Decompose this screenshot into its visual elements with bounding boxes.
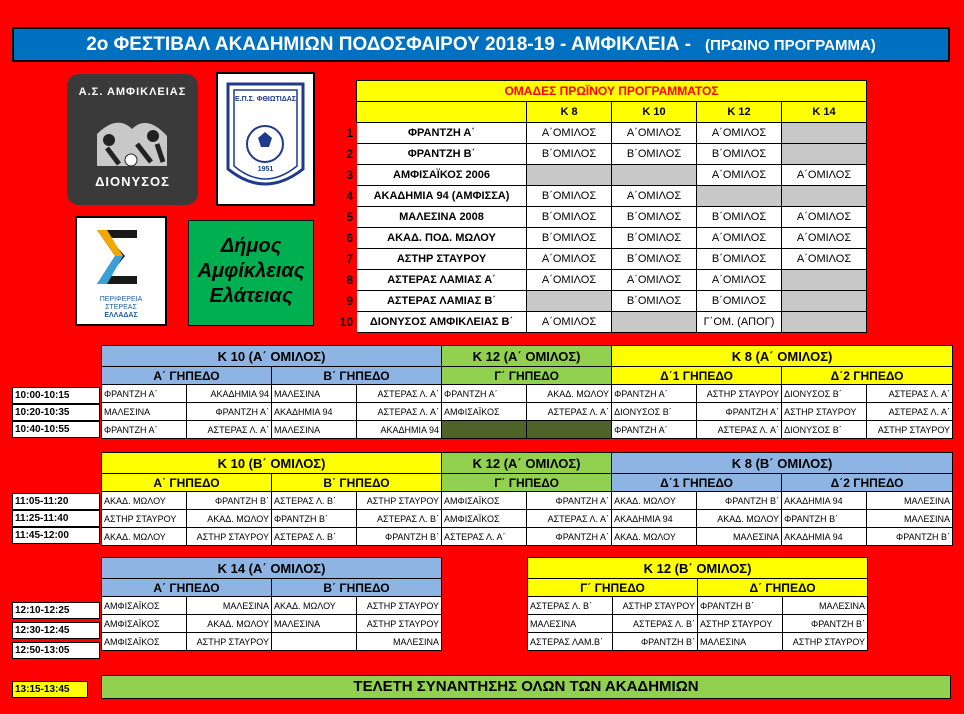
region-logo (75, 216, 167, 326)
column-header: Κ 10 (612, 102, 697, 123)
teams-table-title: ΟΜΑΔΕΣ ΠΡΩΪΝΟΥ ΠΡΟΓΡΑΜΜΑΤΟΣ (357, 81, 867, 102)
team-name: ΑΣΤΗΡ ΣΤΑΥΡΟΥ (357, 249, 527, 270)
match-row (102, 403, 953, 421)
team-group-cell: Α΄ΟΜΙΛΟΣ (612, 270, 697, 291)
match-team-cell: ΦΡΑΝΤΖΗ Β΄ (783, 615, 868, 633)
team-number: 5 (337, 207, 357, 228)
time-slot: 10:20-10:35 (12, 404, 100, 421)
match-team-cell: ΑΣΤΕΡΑΣ Λ. Β΄ (357, 510, 442, 528)
team-name: ΜΑΛΕΣΙΝΑ 2008 (357, 207, 527, 228)
match-team-cell: ΑΣΤΕΡΑΣ Λ. Β΄ (272, 528, 357, 546)
team-row (337, 291, 867, 312)
match-team-cell: ΑΣΤΕΡΑΣ Λ. Α΄ (527, 510, 612, 528)
match-team-cell: ΜΑΛΕΣΙΝΑ (867, 510, 953, 528)
block3-left-header-row (102, 558, 442, 579)
team-group-cell: Α΄ΟΜΙΛΟΣ (527, 249, 612, 270)
block2-table (101, 452, 953, 546)
block3-right-table (527, 557, 868, 651)
time-slot: 10:40-10:55 (12, 421, 100, 438)
match-team-cell: ΑΣΤΕΡΑΣ Λ. Α΄ (867, 403, 953, 421)
time-slot: 12:10-12:25 (12, 602, 100, 619)
match-team-cell: ΑΣΤΗΡ ΣΤΑΥΡΟΥ (187, 633, 272, 651)
team-number: 2 (337, 144, 357, 165)
team-number: 6 (337, 228, 357, 249)
team-group-cell: Α΄ΟΜΙΛΟΣ (612, 186, 697, 207)
match-team-cell: ΑΚΑΔ. ΜΩΛΟΥ (102, 492, 187, 510)
team-number: 9 (337, 291, 357, 312)
field-header: Δ΄1 ΓΗΠΕΔΟ (612, 367, 782, 385)
group-header: Κ 14 (Α΄ ΟΜΙΛΟΣ) (102, 558, 442, 579)
field-header: Γ΄ ΓΗΠΕΔΟ (442, 367, 612, 385)
match-team-cell: ΑΚΑΔ. ΜΩΛΟΥ (102, 528, 187, 546)
match-row (528, 633, 868, 651)
time-slot: 10:00-10:15 (12, 387, 100, 404)
team-row (337, 270, 867, 291)
match-team-cell: ΜΑΛΕΣΙΝΑ (867, 492, 953, 510)
match-team-cell: ΑΚΑΔ. ΜΩΛΟΥ (697, 510, 782, 528)
column-header: Κ 12 (697, 102, 782, 123)
team-group-cell (612, 165, 697, 186)
block1-times (12, 387, 100, 438)
match-team-cell: ΑΣΤΗΡ ΣΤΑΥΡΟΥ (613, 597, 698, 615)
match-row (102, 597, 442, 615)
eps-logo (216, 72, 315, 206)
match-team-cell: ΑΣΤΗΡ ΣΤΑΥΡΟΥ (697, 385, 782, 403)
match-team-cell: ΦΡΑΝΤΖΗ Α΄ (442, 385, 527, 403)
club-logo-name: Α.Σ. ΑΜΦΙΚΛΕΙΑΣ (78, 86, 187, 98)
team-number: 4 (337, 186, 357, 207)
team-group-cell (527, 165, 612, 186)
team-group-cell: Β΄ΟΜΙΛΟΣ (612, 144, 697, 165)
municipality-box (188, 220, 314, 326)
match-team-cell: ΑΚΑΔ. ΜΩΛΟΥ (612, 528, 697, 546)
time-slot: 11:45-12:00 (12, 527, 100, 544)
match-row (528, 615, 868, 633)
match-team-cell: ΜΑΛΕΣΙΝΑ (528, 615, 613, 633)
match-row (102, 492, 953, 510)
team-group-cell (527, 291, 612, 312)
team-group-cell: Β΄ΟΜΙΛΟΣ (612, 228, 697, 249)
team-group-cell (782, 144, 867, 165)
block2-times (12, 493, 100, 544)
group-header: Κ 10 (Β΄ ΟΜΙΛΟΣ) (102, 453, 442, 474)
match-team-cell: ΜΑΛΕΣΙΝΑ (783, 597, 868, 615)
team-group-cell (612, 312, 697, 333)
team-group-cell (782, 312, 867, 333)
field-header: Γ΄ ΓΗΠΕΔΟ (528, 579, 698, 597)
teams-table-header-row (337, 102, 867, 123)
team-name: ΦΡΑΝΤΖΗ Α΄ (357, 123, 527, 144)
match-team-cell: ΜΑΛΕΣΙΝΑ (187, 597, 272, 615)
match-team-cell: ΦΡΑΝΤΖΗ Α΄ (187, 403, 272, 421)
team-name: ΑΜΦΙΣΑΪΚΟΣ 2006 (357, 165, 527, 186)
match-team-cell: ΑΣΤΕΡΑΣ Λ. Α΄ (357, 403, 442, 421)
match-team-cell: ΑΣΤΕΡΑΣ Λ. Β΄ (272, 492, 357, 510)
team-row (337, 228, 867, 249)
group-header: Κ 8 (Α΄ ΟΜΙΛΟΣ) (612, 346, 953, 367)
team-group-cell: Β΄ΟΜΙΛΟΣ (697, 291, 782, 312)
match-row (102, 510, 953, 528)
match-team-cell: ΑΜΦΙΣΑΪΚΟΣ (442, 492, 527, 510)
match-team-cell: ΦΡΑΝΤΖΗ Β΄ (698, 597, 783, 615)
match-team-cell (272, 633, 357, 651)
page-subtitle: (ΠΡΩΙΝΟ ΠΡΟΓΡΑΜΜΑ) (705, 37, 876, 54)
block1-field-row (102, 367, 953, 385)
match-row (102, 385, 953, 403)
match-team-cell: ΑΚΑΔΗΜΙΑ 94 (187, 385, 272, 403)
match-team-cell: ΑΚΑΔ. ΜΩΛΟΥ (272, 597, 357, 615)
match-team-cell: ΑΣΤΕΡΑΣ Λ. Α΄ (442, 528, 527, 546)
time-slot: 11:05-11:20 (12, 493, 100, 510)
match-team-cell: ΑΚΑΔΗΜΙΑ 94 (612, 510, 697, 528)
team-group-cell: Β΄ΟΜΙΛΟΣ (612, 207, 697, 228)
match-team-cell: ΑΣΤΕΡΑΣ Λ. Α΄ (187, 421, 272, 439)
eps-logo-year: 1951 (257, 166, 274, 173)
team-group-cell: Α΄ΟΜΙΛΟΣ (697, 270, 782, 291)
match-team-cell: ΑΜΦΙΣΑΪΚΟΣ (102, 615, 187, 633)
match-team-cell: ΔΙΟΝΥΣΟΣ Β΄ (782, 421, 867, 439)
team-group-cell (782, 270, 867, 291)
match-team-cell: ΦΡΑΝΤΖΗ Α΄ (612, 421, 697, 439)
time-slot: 12:30-12:45 (12, 622, 100, 639)
match-team-cell: ΑΚΑΔ. ΜΩΛΟΥ (527, 385, 612, 403)
field-header: Β΄ ΓΗΠΕΔΟ (272, 474, 442, 492)
match-row (528, 597, 868, 615)
match-team-cell: ΑΚΑΔΗΜΙΑ 94 (357, 421, 442, 439)
club-logo-bottom: ΔΙΟΝΥΣΟΣ (95, 174, 170, 189)
club-logo (67, 74, 198, 205)
match-team-cell: ΑΜΦΙΣΑΪΚΟΣ (102, 633, 187, 651)
team-group-cell: Γ΄ΟΜ. (ΑΠΟΓ) (697, 312, 782, 333)
match-row (102, 633, 442, 651)
field-header: Δ΄2 ΓΗΠΕΔΟ (782, 367, 953, 385)
match-team-cell: ΑΚΑΔ. ΜΩΛΟΥ (187, 510, 272, 528)
match-team-cell: ΑΜΦΙΣΑΪΚΟΣ (102, 597, 187, 615)
team-group-cell: Α΄ΟΜΙΛΟΣ (782, 207, 867, 228)
match-team-cell: ΑΚΑΔΗΜΙΑ 94 (782, 528, 867, 546)
field-header: Δ΄1 ΓΗΠΕΔΟ (612, 474, 782, 492)
time-slot: 12:50-13:05 (12, 642, 100, 659)
match-team-cell: ΑΚΑΔΗΜΙΑ 94 (272, 403, 357, 421)
match-team-cell: ΦΡΑΝΤΖΗ Β΄ (697, 492, 782, 510)
team-group-cell: Β΄ΟΜΙΛΟΣ (527, 207, 612, 228)
field-header: Α΄ ΓΗΠΕΔΟ (102, 474, 272, 492)
match-team-cell: ΑΣΤΗΡ ΣΤΑΥΡΟΥ (357, 492, 442, 510)
municipality-line1: Δήμος (220, 235, 282, 257)
region-logo-line2: ΣΤΕΡΕΑΣ (105, 304, 137, 311)
field-header: Α΄ ΓΗΠΕΔΟ (102, 579, 272, 597)
match-team-cell: ΑΣΤΗΡ ΣΤΑΥΡΟΥ (102, 510, 187, 528)
match-team-cell (442, 421, 527, 439)
match-team-cell: ΦΡΑΝΤΖΗ Β΄ (867, 528, 953, 546)
block2-header-row (102, 453, 953, 474)
match-team-cell: ΦΡΑΝΤΖΗ Α΄ (102, 385, 187, 403)
team-row (337, 165, 867, 186)
match-row (102, 528, 953, 546)
sigma-icon (77, 218, 165, 298)
municipality-line3: Ελάτειας (209, 285, 293, 307)
match-team-cell: ΑΣΤΕΡΑΣ Λ. Α΄ (697, 421, 782, 439)
match-team-cell: ΑΣΤΕΡΑΣ Λ. Α΄ (867, 385, 953, 403)
match-team-cell: ΦΡΑΝΤΖΗ Β΄ (272, 510, 357, 528)
teams-table (336, 80, 867, 333)
match-team-cell: ΑΣΤΗΡ ΣΤΑΥΡΟΥ (867, 421, 953, 439)
team-number: 8 (337, 270, 357, 291)
match-team-cell: ΑΣΤΗΡ ΣΤΑΥΡΟΥ (357, 597, 442, 615)
team-group-cell: Β΄ΟΜΙΛΟΣ (527, 144, 612, 165)
region-logo-line1: ΠΕΡΙΦΕΡΕΙΑ (99, 296, 143, 303)
match-team-cell: ΑΚΑΔ. ΜΩΛΟΥ (187, 615, 272, 633)
team-group-cell: Α΄ΟΜΙΛΟΣ (782, 165, 867, 186)
block2-field-row (102, 474, 953, 492)
field-header: Β΄ ΓΗΠΕΔΟ (272, 579, 442, 597)
match-team-cell: ΑΣΤΗΡ ΣΤΑΥΡΟΥ (187, 528, 272, 546)
match-team-cell: ΦΡΑΝΤΖΗ Β΄ (782, 510, 867, 528)
team-number: 3 (337, 165, 357, 186)
block3-left-field-row (102, 579, 442, 597)
block1-header-row (102, 346, 953, 367)
match-team-cell: ΑΣΤΕΡΑΣ Λ. Α΄ (527, 403, 612, 421)
eps-logo-graphic (218, 74, 313, 204)
match-row (102, 421, 953, 439)
team-group-cell: Β΄ΟΜΙΛΟΣ (527, 186, 612, 207)
match-team-cell: ΑΣΤΗΡ ΣΤΑΥΡΟΥ (783, 633, 868, 651)
block3-left-table (101, 557, 442, 651)
time-slot: 11:25-11:40 (12, 510, 100, 527)
column-header: Κ 14 (782, 102, 867, 123)
team-row (337, 123, 867, 144)
match-team-cell: ΦΡΑΝΤΖΗ Β΄ (357, 528, 442, 546)
team-group-cell: Α΄ΟΜΙΛΟΣ (697, 228, 782, 249)
field-header: Α΄ ΓΗΠΕΔΟ (102, 367, 272, 385)
match-team-cell: ΜΑΛΕΣΙΝΑ (698, 633, 783, 651)
match-team-cell: ΑΚΑΔΗΜΙΑ 94 (782, 492, 867, 510)
match-team-cell: ΦΡΑΝΤΖΗ Β΄ (187, 492, 272, 510)
team-number: 10 (337, 312, 357, 333)
match-team-cell: ΑΣΤΗΡ ΣΤΑΥΡΟΥ (782, 403, 867, 421)
match-team-cell: ΔΙΟΝΥΣΟΣ Β΄ (612, 403, 697, 421)
team-group-cell: Α΄ΟΜΙΛΟΣ (697, 123, 782, 144)
final-time: 13:15-13:45 (12, 681, 88, 698)
match-row (102, 615, 442, 633)
team-group-cell (697, 186, 782, 207)
match-team-cell: ΦΡΑΝΤΖΗ Α΄ (697, 403, 782, 421)
team-group-cell: Β΄ΟΜΙΛΟΣ (612, 291, 697, 312)
group-header: Κ 10 (Α΄ ΟΜΙΛΟΣ) (102, 346, 442, 367)
team-row (337, 186, 867, 207)
match-team-cell: ΜΑΛΕΣΙΝΑ (272, 615, 357, 633)
match-team-cell: ΑΜΦΙΣΑΪΚΟΣ (442, 403, 527, 421)
team-number: 1 (337, 123, 357, 144)
block3-times (12, 602, 100, 659)
team-group-cell: Β΄ΟΜΙΛΟΣ (527, 228, 612, 249)
team-row (337, 207, 867, 228)
match-team-cell: ΜΑΛΕΣΙΝΑ (697, 528, 782, 546)
field-header: Γ΄ ΓΗΠΕΔΟ (442, 474, 612, 492)
team-group-cell: Α΄ΟΜΙΛΟΣ (782, 249, 867, 270)
team-group-cell: Α΄ΟΜΙΛΟΣ (527, 123, 612, 144)
team-name: ΦΡΑΝΤΖΗ Β΄ (357, 144, 527, 165)
team-group-cell (782, 291, 867, 312)
team-row (337, 249, 867, 270)
page-title-main: 2ο ΦΕΣΤΙΒΑΛ ΑΚΑΔΗΜΙΩΝ ΠΟΔΟΣΦΑΙΡΟΥ 2018-19 - ΑΜΦΙΚΛΕΙΑ - (86, 34, 692, 55)
team-group-cell: Α΄ΟΜΙΛΟΣ (697, 165, 782, 186)
block3-right-header-row (528, 558, 868, 579)
match-team-cell: ΑΣΤΕΡΑΣ Λ. Β΄ (613, 615, 698, 633)
team-row (337, 312, 867, 333)
team-group-cell: Β΄ΟΜΙΛΟΣ (697, 144, 782, 165)
match-team-cell: ΜΑΛΕΣΙΝΑ (272, 385, 357, 403)
match-team-cell: ΜΑΛΕΣΙΝΑ (272, 421, 357, 439)
teams-table-title-row (337, 81, 867, 102)
match-team-cell: ΑΜΦΙΣΑΪΚΟΣ (442, 510, 527, 528)
eps-logo-name: Ε.Π.Σ. ΦΘΙΩΤΙΔΑΣ (235, 96, 296, 103)
match-team-cell: ΑΣΤΗΡ ΣΤΑΥΡΟΥ (698, 615, 783, 633)
group-header: Κ 12 (Α΄ ΟΜΙΛΟΣ) (442, 453, 612, 474)
match-team-cell: ΑΣΤΕΡΑΣ Λ. Β΄ (528, 597, 613, 615)
team-group-cell: Α΄ΟΜΙΛΟΣ (527, 270, 612, 291)
match-team-cell: ΦΡΑΝΤΖΗ Α΄ (102, 421, 187, 439)
team-group-cell: Α΄ΟΜΙΛΟΣ (612, 123, 697, 144)
municipality-line2: Αμφίκλειας (197, 260, 305, 282)
block1-table (101, 345, 953, 439)
page-title (12, 27, 950, 62)
closing-ceremony: ΤΕΛΕΤΗ ΣΥΝΑΝΤΗΣΗΣ ΟΛΩΝ ΤΩΝ ΑΚΑΔΗΜΙΩΝ (101, 675, 951, 699)
team-row (337, 144, 867, 165)
team-group-cell (782, 186, 867, 207)
field-header: Β΄ ΓΗΠΕΔΟ (272, 367, 442, 385)
match-team-cell: ΦΡΑΝΤΖΗ Β΄ (613, 633, 698, 651)
field-header: Δ΄2 ΓΗΠΕΔΟ (782, 474, 953, 492)
match-team-cell: ΜΑΛΕΣΙΝΑ (357, 633, 442, 651)
team-group-cell: Α΄ΟΜΙΛΟΣ (527, 312, 612, 333)
team-name: ΑΣΤΕΡΑΣ ΛΑΜΙΑΣ Β΄ (357, 291, 527, 312)
team-name: ΔΙΟΝΥΣΟΣ ΑΜΦΙΚΛΕΙΑΣ Β΄ (357, 312, 527, 333)
match-team-cell (527, 421, 612, 439)
match-team-cell: ΔΙΟΝΥΣΟΣ Β΄ (782, 385, 867, 403)
match-team-cell: ΑΣΤΕΡΑΣ Λ. Α΄ (357, 385, 442, 403)
team-name: ΑΚΑΔ. ΠΟΔ. ΜΩΛΟΥ (357, 228, 527, 249)
team-name: ΑΣΤΕΡΑΣ ΛΑΜΙΑΣ Α΄ (357, 270, 527, 291)
team-group-cell: Β΄ΟΜΙΛΟΣ (612, 249, 697, 270)
match-team-cell: ΦΡΑΝΤΖΗ Α΄ (527, 528, 612, 546)
team-number: 7 (337, 249, 357, 270)
match-team-cell: ΑΣΤΕΡΑΣ ΛΑΜ.Β΄ (528, 633, 613, 651)
field-header: Δ΄ ΓΗΠΕΔΟ (698, 579, 868, 597)
team-group-cell: Β΄ΟΜΙΛΟΣ (697, 207, 782, 228)
match-team-cell: ΦΡΑΝΤΖΗ Α΄ (527, 492, 612, 510)
region-logo-line3: ΕΛΛΑΔΑΣ (104, 312, 138, 319)
group-header: Κ 12 (Β΄ ΟΜΙΛΟΣ) (528, 558, 868, 579)
match-team-cell: ΑΚΑΔ. ΜΩΛΟΥ (612, 492, 697, 510)
group-header: Κ 12 (Α΄ ΟΜΙΛΟΣ) (442, 346, 612, 367)
column-header: Κ 8 (527, 102, 612, 123)
match-team-cell: ΜΑΛΕΣΙΝΑ (102, 403, 187, 421)
team-group-cell: Α΄ΟΜΙΛΟΣ (782, 228, 867, 249)
group-header: Κ 8 (Β΄ ΟΜΙΛΟΣ) (612, 453, 953, 474)
team-name: ΑΚΑΔΗΜΙΑ 94 (ΑΜΦΙΣΣΑ) (357, 186, 527, 207)
match-team-cell: ΦΡΑΝΤΖΗ Α΄ (612, 385, 697, 403)
match-team-cell: ΑΣΤΗΡ ΣΤΑΥΡΟΥ (357, 615, 442, 633)
team-group-cell (782, 123, 867, 144)
team-group-cell: Β΄ΟΜΙΛΟΣ (697, 249, 782, 270)
block3-right-field-row (528, 579, 868, 597)
